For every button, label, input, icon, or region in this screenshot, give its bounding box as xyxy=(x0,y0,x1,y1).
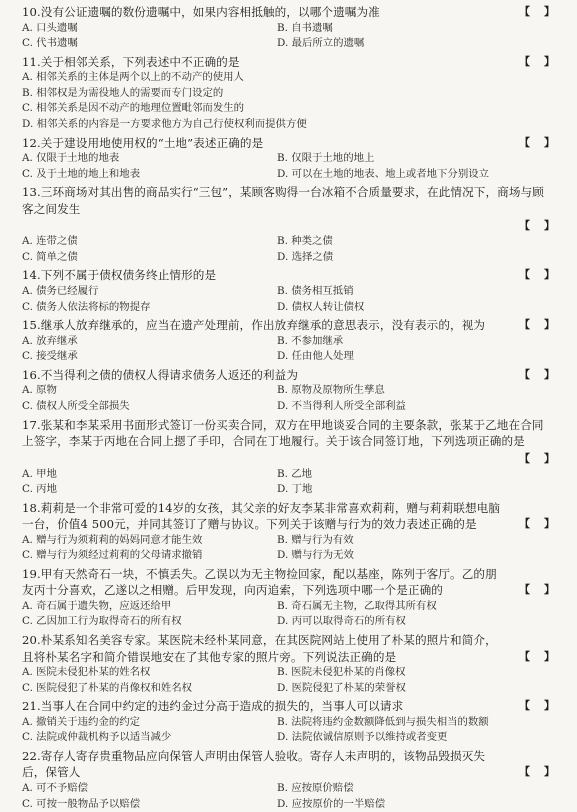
option-d[interactable]: D. 债权人转让债权 xyxy=(277,300,365,313)
bracket-close: 】 xyxy=(544,699,555,713)
answer-bracket[interactable] xyxy=(519,4,555,21)
question-stem xyxy=(22,317,555,334)
option-c[interactable]: C. 医院侵犯了朴某的肖像权和姓名权 xyxy=(22,681,193,694)
question-stem xyxy=(22,54,555,71)
question-14 xyxy=(22,267,555,315)
bracket-close: 】 xyxy=(544,318,555,332)
option-d[interactable]: D. 选择之债 xyxy=(277,250,334,263)
answer-bracket[interactable] xyxy=(519,267,555,284)
bracket-close: 】 xyxy=(544,367,555,381)
question-text: 关于建设用地使用权的“土地”表述正确的是 xyxy=(40,135,264,150)
bracket-open: 【 xyxy=(519,583,544,597)
question-text: 没有公证遗嘱的数份遗嘱中，如果内容相抵触的，以哪个遗嘱为准 xyxy=(40,5,380,19)
bracket-open: 【 xyxy=(519,367,544,381)
question-stem xyxy=(22,698,555,715)
question-22 xyxy=(22,748,555,812)
options xyxy=(22,284,555,315)
option-d[interactable]: D. 不当得利人所受全部利益 xyxy=(277,399,406,412)
question-stem xyxy=(22,267,555,284)
option-b[interactable]: B. 奇石属无主物，乙取得其所有权 xyxy=(277,599,437,612)
option-c[interactable]: C. 代书遗嘱 xyxy=(22,37,78,50)
question-number: 16. xyxy=(22,367,41,382)
bracket-close: 】 xyxy=(544,517,555,531)
answer-bracket[interactable] xyxy=(519,317,555,334)
question-12 xyxy=(22,135,555,183)
question-15 xyxy=(22,317,555,365)
option-d[interactable]: D. 可以在土地的地表、地上或者地下分别设立 xyxy=(277,167,489,180)
bracket-open: 【 xyxy=(519,219,544,233)
bracket-close: 】 xyxy=(544,219,555,233)
bracket-close: 】 xyxy=(544,451,555,465)
bracket-open: 【 xyxy=(519,54,544,68)
option-b[interactable]: B. 种类之债 xyxy=(277,235,333,248)
option-d[interactable]: D. 赠与行为无效 xyxy=(277,549,354,562)
bracket-close: 】 xyxy=(544,54,555,68)
bracket-open: 【 xyxy=(519,517,544,531)
answer-bracket[interactable] xyxy=(519,649,555,666)
bracket-close: 】 xyxy=(544,649,555,663)
option-b[interactable]: B. 医院未侵犯朴某的肖像权 xyxy=(277,666,406,679)
bracket-open: 【 xyxy=(519,699,544,713)
option-a[interactable]: A. 相邻关系的主体是两个以上的不动产的使用人 xyxy=(22,71,244,84)
option-c[interactable]: C. 可按一般物品予以赔偿 xyxy=(22,797,141,810)
option-d[interactable]: D. 任由他人处理 xyxy=(277,350,354,363)
bracket-open: 【 xyxy=(519,765,544,779)
question-number: 18. xyxy=(22,500,41,515)
option-a[interactable]: A. 原物 xyxy=(22,384,57,397)
question-stem xyxy=(22,367,555,384)
option-c[interactable]: C. 债务人依法将标的物提存 xyxy=(22,300,151,313)
question-text: 下列不属于债权债务终止情形的是 xyxy=(40,268,217,283)
question-text: 关于相邻关系，下列表述中不正确的是 xyxy=(40,54,240,69)
bracket-close: 】 xyxy=(544,135,555,149)
option-b[interactable]: B. 不参加继承 xyxy=(277,334,344,347)
question-16 xyxy=(22,367,555,415)
option-d[interactable]: D. 相邻关系的内容是一方要求他方为自己行使权利而提供方便 xyxy=(22,117,307,130)
question-text: 甲有天然奇石一块，不慎丢失。乙误以为无主物捡回家，配以基座，陈列于客厅。乙的朋友丙十分喜欢，乙遂以之相赠。后甲发现，向丙追索，下列选项中哪一个是正确的 xyxy=(22,566,497,598)
option-a[interactable]: A. 奇石属于遗失物，应返还给甲 xyxy=(22,599,172,612)
question-number: 22. xyxy=(22,748,41,763)
answer-bracket[interactable] xyxy=(519,135,555,152)
question-number: 21. xyxy=(22,699,41,714)
option-b[interactable]: B. 应按原价赔偿 xyxy=(277,781,354,794)
bracket-open: 【 xyxy=(519,649,544,663)
option-c[interactable]: C. 丙地 xyxy=(22,483,57,496)
question-21 xyxy=(22,698,555,746)
question-text: 当事人在合同中约定的违约金过分高于造成的损失的，当事人可以请求 xyxy=(40,699,404,714)
option-c[interactable]: C. 法院或仲裁机构予以适当减少 xyxy=(22,731,172,744)
bracket-open: 【 xyxy=(519,318,544,332)
option-d[interactable]: D. 丙可以取得奇石的所有权 xyxy=(277,615,406,628)
question-number: 17. xyxy=(22,417,41,432)
option-d[interactable]: D. 法院依诚信原则予以维持或者变更 xyxy=(277,731,448,744)
question-number: 20. xyxy=(22,633,41,648)
bracket-open: 【 xyxy=(519,5,544,18)
question-stem xyxy=(22,184,555,217)
option-c[interactable]: C. 接受继承 xyxy=(22,350,78,363)
bracket-open: 【 xyxy=(519,268,544,282)
question-stem xyxy=(22,135,555,152)
question-10 xyxy=(22,4,555,52)
option-b[interactable]: B. 法院将违约金数额降低到与损失相当的数额 xyxy=(277,715,489,728)
question-text: 朴某系知名美容专家。某医院未经朴某同意，在其医院网站上使用了朴某的照片和简介，且将朴某名字和简介错误地安在了其他专家的照片旁。下列说法正确的是 xyxy=(22,633,497,664)
question-text: 不当得利之债的债权人得请求债务人返还的利益为 xyxy=(40,367,299,382)
question-stem xyxy=(22,566,555,599)
question-text: 继承人放弃继承的，应当在遗产处理前，作出放弃继承的意思表示，没有表示的，视为 xyxy=(40,318,486,333)
answer-bracket[interactable] xyxy=(519,54,555,71)
bracket-open: 【 xyxy=(519,451,544,465)
option-b[interactable]: B. 原物及原物所生孳息 xyxy=(277,384,385,397)
options xyxy=(22,467,555,498)
options xyxy=(22,151,555,182)
question-text: 莉莉是一个非常可爱的14岁的女孩，其父亲的好友李某非常喜欢莉莉，赠与莉莉联想电脑一台，价值4 500元，并同其签订了赠与协议。下列关于该赠与行为的效力表述正确的是 xyxy=(22,500,501,532)
option-d[interactable]: D. 丁地 xyxy=(277,483,313,496)
option-a[interactable]: A. 口头遗嘱 xyxy=(22,21,78,34)
question-20 xyxy=(22,632,555,696)
question-number: 19. xyxy=(22,566,41,581)
options xyxy=(22,599,555,630)
options xyxy=(22,533,555,564)
option-a[interactable]: A. 仅限于土地的地表 xyxy=(22,152,120,165)
question-13 xyxy=(22,184,555,265)
option-c[interactable]: C. 及于土地的地上和地表 xyxy=(22,167,141,180)
question-19 xyxy=(22,566,555,630)
question-stem xyxy=(22,632,555,665)
answer-bracket[interactable] xyxy=(519,764,555,781)
option-a[interactable]: A. 医院未侵犯朴某的姓名权 xyxy=(22,666,151,679)
answer-bracket[interactable] xyxy=(519,219,555,232)
question-number: 14. xyxy=(22,268,41,283)
option-c[interactable]: C. 赠与行为须经过莉莉的父母请求撤销 xyxy=(22,549,203,562)
answer-bracket[interactable] xyxy=(519,698,555,715)
bracket-close: 】 xyxy=(544,583,555,597)
option-b[interactable]: B. 债务相互抵销 xyxy=(277,284,354,297)
question-number: 10. xyxy=(22,5,41,19)
option-b[interactable]: B. 自书遗嘱 xyxy=(277,21,333,34)
answer-bracket[interactable] xyxy=(519,582,555,599)
answer-bracket[interactable] xyxy=(519,367,555,384)
option-a[interactable]: A. 可不予赔偿 xyxy=(22,781,89,794)
question-number: 15. xyxy=(22,318,41,333)
question-text: 寄存人寄存贵重物品应向保管人声明由保管人验收。寄存人未声明的，该物品毁损灭失后，保管人 xyxy=(22,748,486,780)
option-a[interactable]: A. 撤销关于违约金的约定 xyxy=(22,715,141,728)
question-number: 13. xyxy=(22,185,41,200)
options xyxy=(22,781,555,812)
option-b[interactable]: B. 仅限于土地的地上 xyxy=(277,152,375,165)
question-number: 11. xyxy=(22,54,41,69)
options xyxy=(22,70,555,132)
option-b[interactable]: B. 乙地 xyxy=(277,467,313,480)
answer-bracket[interactable] xyxy=(519,516,555,533)
question-text: 张某和李某采用书面形式签订一份买卖合同，双方在甲地谈妥合同的主要条款，张某于乙地在合同上签字，李某于丙地在合同上摁了手印，合同在丁地履行。关于该合同签订地，下列选项正确的是 xyxy=(22,417,544,448)
question-stem xyxy=(22,4,555,21)
question-11 xyxy=(22,54,555,133)
question-stem xyxy=(22,417,555,450)
question-stem xyxy=(22,748,555,781)
options xyxy=(22,234,555,265)
option-c[interactable]: C. 相邻关系是因不动产的地理位置毗邻而发生的 xyxy=(22,102,244,115)
option-d[interactable]: D. 应按原价的一半赔偿 xyxy=(277,797,386,810)
option-b[interactable]: B. 相邻权是为需役地人的需要而专门设定的 xyxy=(22,86,224,99)
bracket-open: 【 xyxy=(519,135,544,149)
option-a[interactable]: A. 放弃继承 xyxy=(22,334,78,347)
question-text: 三环商场对其出售的商品实行“三包”，某顾客购得一台冰箱不合质量要求，在此情况下，商场与顾客之间发生 xyxy=(22,185,544,216)
option-d[interactable]: D. 医院侵犯了朴某的荣誉权 xyxy=(277,681,406,694)
bracket-close: 】 xyxy=(544,5,555,18)
option-b[interactable]: B. 赠与行为有效 xyxy=(277,533,354,546)
option-c[interactable]: C. 简单之债 xyxy=(22,250,78,263)
answer-bracket[interactable] xyxy=(519,452,555,465)
bracket-close: 】 xyxy=(544,765,555,779)
option-c[interactable]: C. 乙因加工行为取得奇石的所有权 xyxy=(22,615,182,628)
question-stem xyxy=(22,500,555,533)
bracket-close: 】 xyxy=(544,268,555,282)
options xyxy=(22,383,555,414)
option-a[interactable]: A. 债务已经履行 xyxy=(22,284,99,297)
options xyxy=(22,665,555,696)
options xyxy=(22,715,555,746)
question-17 xyxy=(22,417,555,498)
options xyxy=(22,21,555,52)
question-18 xyxy=(22,500,555,564)
options xyxy=(22,334,555,365)
answer-bracket-line xyxy=(22,217,555,234)
option-a[interactable]: A. 甲地 xyxy=(22,467,57,480)
option-a[interactable]: A. 赠与行为须莉莉的妈妈同意才能生效 xyxy=(22,533,203,546)
option-a[interactable]: A. 连带之债 xyxy=(22,235,78,248)
question-number: 12. xyxy=(22,135,41,150)
option-c[interactable]: C. 债权人所受全部损失 xyxy=(22,399,130,412)
option-d[interactable]: D. 最后所立的遗嘱 xyxy=(277,37,365,50)
answer-bracket-line xyxy=(22,450,555,467)
